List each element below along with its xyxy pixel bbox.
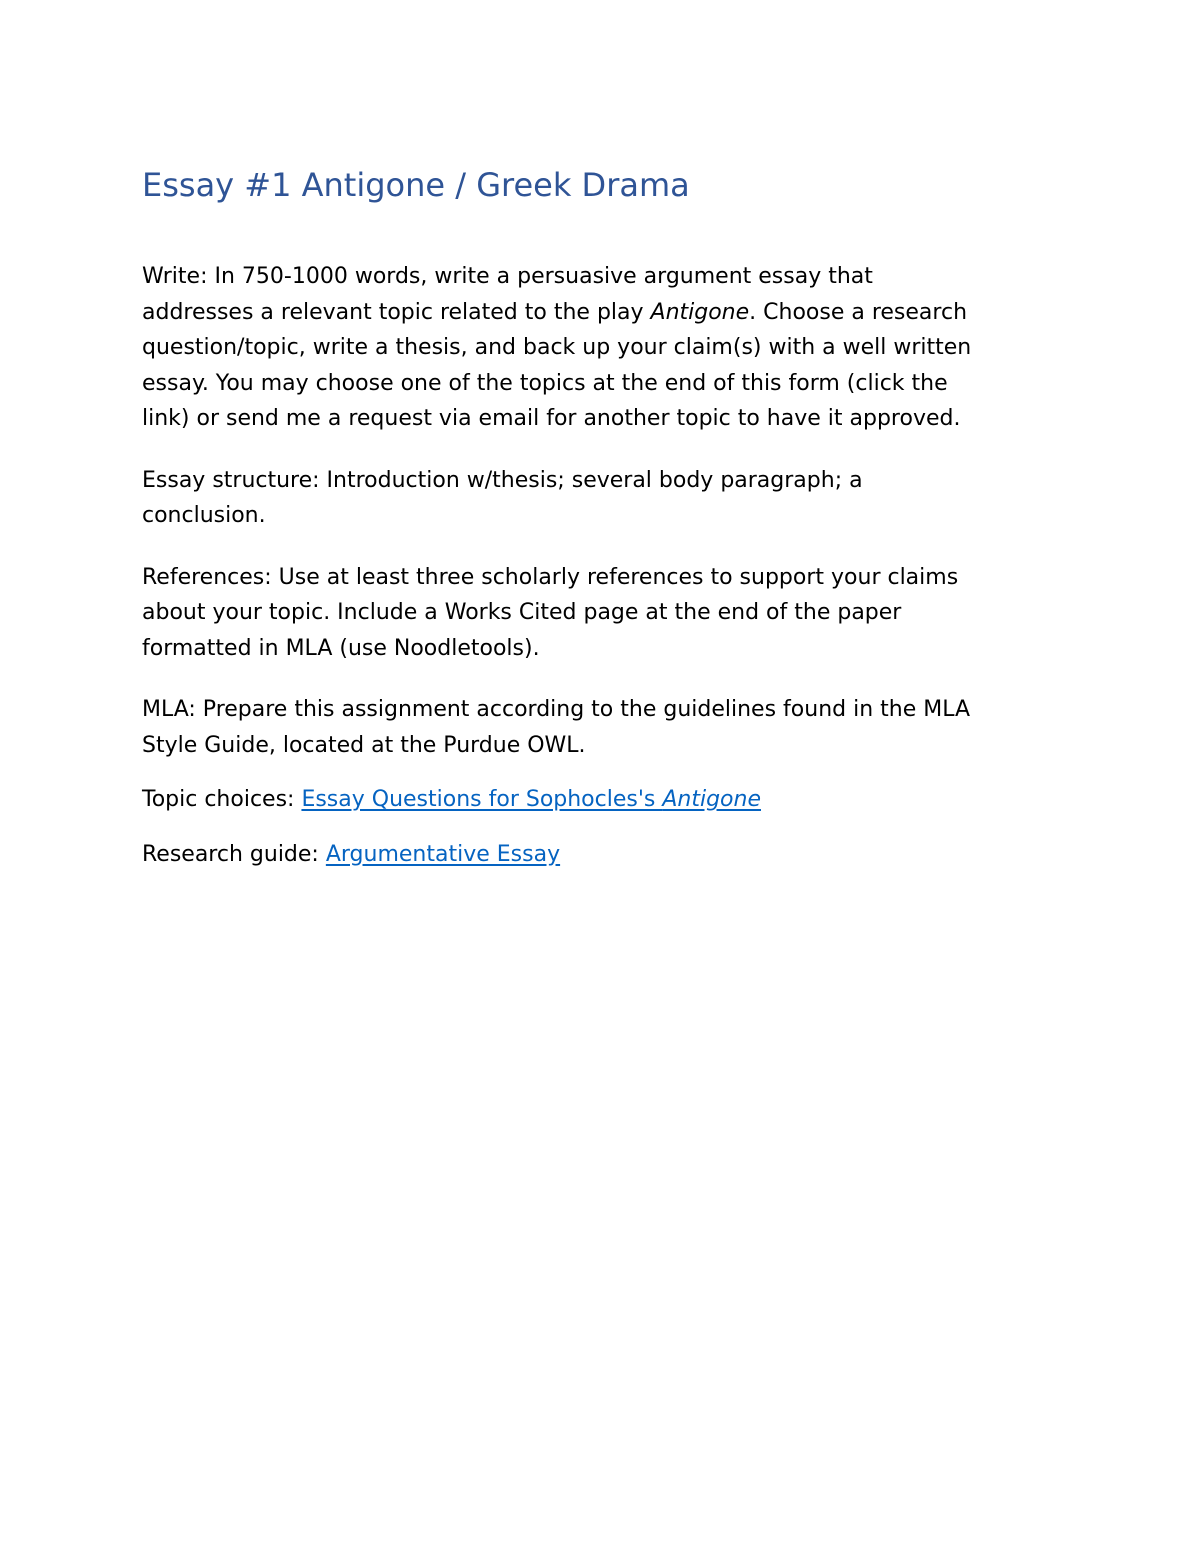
references-line-1: References: Use at least three scholarly references to support your claims — [142, 564, 959, 590]
write-line-2: addresses a relevant topic related to the play Antigone. Choose a research — [142, 299, 968, 325]
write-label: Write: — [142, 264, 208, 289]
write-line-4: essay. You may choose one of the topics at the end of this form (click the — [142, 370, 948, 396]
mla-paragraph — [142, 692, 1062, 763]
structure-line-2: conclusion. — [142, 503, 266, 528]
topic-choices-label: Topic choices: — [142, 787, 302, 812]
document-content — [142, 163, 1062, 891]
references-line-3: formatted in MLA (use Noodletools). — [142, 635, 540, 661]
structure-line-1: Essay structure: Introduction w/thesis; several body paragraph; a — [142, 467, 863, 493]
write-line-3: question/topic, write a thesis, and back up your claim(s) with a well written — [142, 335, 972, 360]
document-title: Essay #1 Antigone / Greek Drama — [142, 166, 690, 204]
mla-line-1: MLA: Prepare this assignment according to the guidelines found in the MLA — [142, 697, 971, 722]
play-title-italic: Antigone — [650, 299, 750, 325]
research-guide-label: Research guide: — [142, 841, 326, 867]
topic-choices-paragraph — [142, 782, 1062, 818]
references-line-2: about your topic. Include a Works Cited page at the end of the paper — [142, 600, 902, 625]
mla-line-2: Style Guide, located at the Purdue OWL. — [142, 732, 586, 758]
write-line-1: Write: In 750-1000 words, write a persuasive argument essay that — [142, 264, 873, 289]
research-guide-link[interactable]: Argumentative Essay — [325, 841, 561, 867]
topic-choices-link[interactable]: Essay Questions for Sophocles's Antigone — [301, 787, 761, 812]
references-paragraph — [142, 560, 1062, 667]
structure-paragraph — [142, 463, 1062, 534]
write-line-5: link) or send me a request via email for another topic to have it approved. — [142, 406, 961, 431]
write-paragraph — [142, 259, 1062, 437]
research-guide-paragraph — [142, 837, 1062, 873]
